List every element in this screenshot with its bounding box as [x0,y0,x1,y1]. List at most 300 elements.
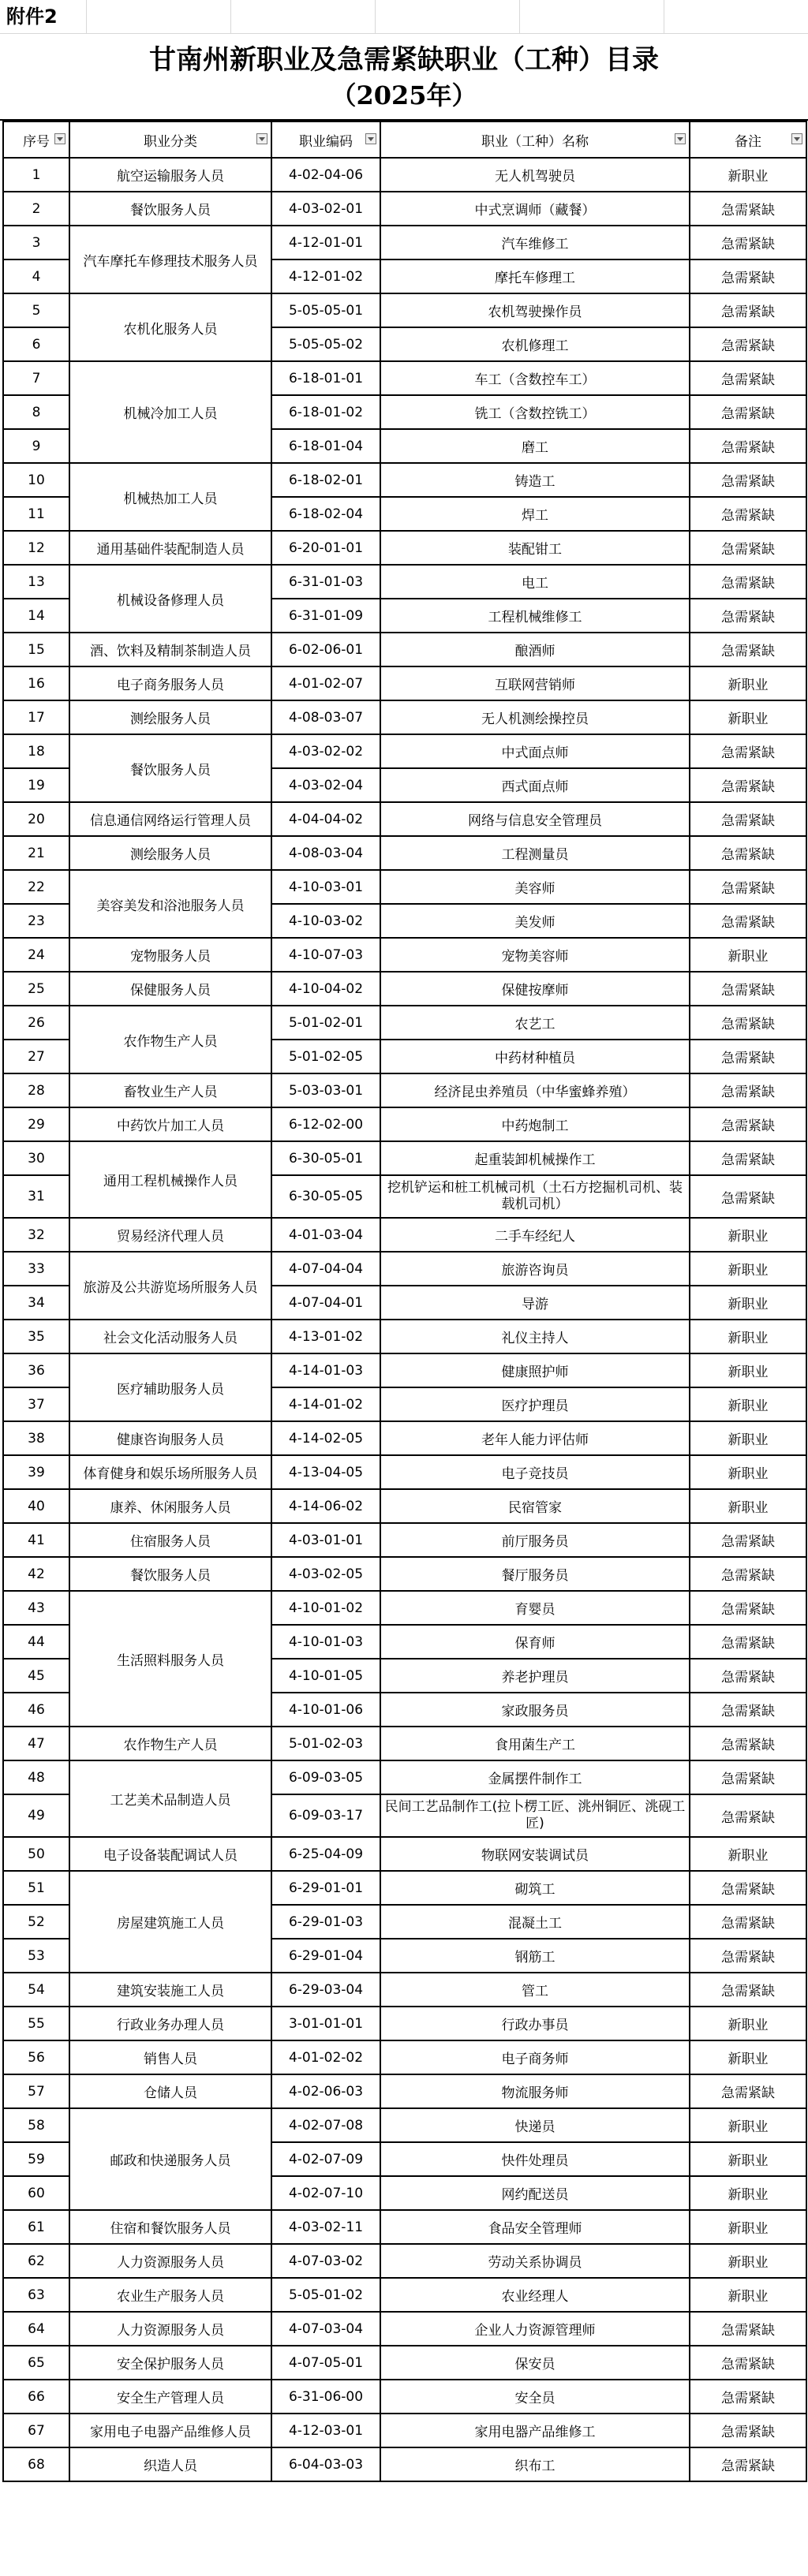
row-number-cell[interactable]: 17 [3,700,69,734]
code-cell[interactable]: 4-03-02-11 [271,2210,380,2244]
row-number-cell[interactable]: 6 [3,327,69,361]
empty-cell[interactable] [520,0,664,33]
category-cell[interactable]: 体育健身和娱乐场所服务人员 [69,1455,271,1489]
code-cell[interactable]: 6-12-02-00 [271,1107,380,1141]
note-cell[interactable]: 新职业 [690,1455,806,1489]
row-number-cell[interactable]: 56 [3,2040,69,2074]
code-cell[interactable]: 4-02-06-03 [271,2074,380,2108]
note-cell[interactable]: 新职业 [690,2040,806,2074]
occupation-name-cell[interactable]: 工程测量员 [380,836,690,870]
code-cell[interactable]: 6-18-01-04 [271,429,380,463]
occupation-name-cell[interactable]: 食用菌生产工 [380,1727,690,1760]
row-number-cell[interactable]: 18 [3,734,69,768]
code-cell[interactable]: 4-08-03-07 [271,700,380,734]
row-number-cell[interactable]: 12 [3,531,69,565]
row-number-cell[interactable]: 5 [3,293,69,327]
code-cell[interactable]: 4-03-02-05 [271,1557,380,1591]
note-cell[interactable]: 急需紧缺 [690,1073,806,1107]
row-number-cell[interactable]: 66 [3,2380,69,2414]
header-name[interactable] [380,121,690,158]
code-cell[interactable]: 4-10-01-02 [271,1591,380,1625]
note-cell[interactable]: 急需紧缺 [690,226,806,259]
note-cell[interactable]: 新职业 [690,666,806,700]
header-code[interactable] [271,121,380,158]
code-cell[interactable]: 4-14-06-02 [271,1489,380,1523]
code-cell[interactable]: 6-31-06-00 [271,2380,380,2414]
row-number-cell[interactable]: 40 [3,1489,69,1523]
category-cell[interactable]: 贸易经济代理人员 [69,1218,271,1252]
note-cell[interactable]: 新职业 [690,158,806,192]
category-cell[interactable]: 医疗辅助服务人员 [69,1353,271,1421]
note-cell[interactable]: 急需紧缺 [690,1591,806,1625]
row-number-cell[interactable]: 42 [3,1557,69,1591]
category-cell[interactable]: 住宿服务人员 [69,1523,271,1557]
code-cell[interactable]: 6-31-01-09 [271,599,380,633]
note-cell[interactable]: 急需紧缺 [690,1727,806,1760]
row-number-cell[interactable]: 46 [3,1693,69,1727]
empty-cell[interactable] [376,0,520,33]
note-cell[interactable]: 急需紧缺 [690,361,806,395]
code-cell[interactable]: 6-18-02-01 [271,463,380,497]
note-cell[interactable]: 急需紧缺 [690,497,806,531]
note-cell[interactable]: 急需紧缺 [690,531,806,565]
row-number-cell[interactable]: 58 [3,2108,69,2142]
code-cell[interactable]: 5-05-05-02 [271,327,380,361]
row-number-cell[interactable]: 22 [3,870,69,904]
occupation-name-cell[interactable]: 网络与信息安全管理员 [380,802,690,836]
occupation-name-cell[interactable]: 二手车经纪人 [380,1218,690,1252]
note-cell[interactable]: 急需紧缺 [690,2380,806,2414]
row-number-cell[interactable]: 45 [3,1659,69,1693]
row-number-cell[interactable]: 28 [3,1073,69,1107]
code-cell[interactable]: 4-02-07-10 [271,2176,380,2210]
row-number-cell[interactable]: 57 [3,2074,69,2108]
row-number-cell[interactable]: 39 [3,1455,69,1489]
note-cell[interactable]: 急需紧缺 [690,836,806,870]
code-cell[interactable]: 6-09-03-17 [271,1794,380,1837]
occupation-name-cell[interactable]: 挖机铲运和桩工机械司机（土石方挖掘机司机、装载机司机） [380,1175,690,1218]
code-cell[interactable]: 4-10-03-01 [271,870,380,904]
occupation-name-cell[interactable]: 电子商务师 [380,2040,690,2074]
row-number-cell[interactable]: 16 [3,666,69,700]
note-cell[interactable]: 新职业 [690,700,806,734]
code-cell[interactable]: 4-03-02-01 [271,192,380,226]
row-number-cell[interactable]: 21 [3,836,69,870]
category-cell[interactable]: 机械设备修理人员 [69,565,271,633]
occupation-name-cell[interactable]: 车工（含数控车工） [380,361,690,395]
code-cell[interactable]: 6-29-01-04 [271,1939,380,1973]
note-cell[interactable]: 新职业 [690,2142,806,2176]
occupation-name-cell[interactable]: 砌筑工 [380,1871,690,1905]
note-cell[interactable]: 急需紧缺 [690,1794,806,1837]
category-cell[interactable]: 测绘服务人员 [69,836,271,870]
occupation-name-cell[interactable]: 无人机测绘操控员 [380,700,690,734]
code-cell[interactable]: 6-30-05-05 [271,1175,380,1218]
note-cell[interactable]: 急需紧缺 [690,972,806,1006]
row-number-cell[interactable]: 54 [3,1973,69,2007]
occupation-name-cell[interactable]: 保育师 [380,1625,690,1659]
note-cell[interactable]: 急需紧缺 [690,904,806,938]
code-cell[interactable]: 6-31-01-03 [271,565,380,599]
category-cell[interactable]: 旅游及公共游览场所服务人员 [69,1252,271,1320]
code-cell[interactable]: 4-01-02-07 [271,666,380,700]
occupation-name-cell[interactable]: 家政服务员 [380,1693,690,1727]
row-number-cell[interactable]: 50 [3,1837,69,1871]
filter-dropdown-icon[interactable] [54,133,65,144]
category-cell[interactable]: 住宿和餐饮服务人员 [69,2210,271,2244]
row-number-cell[interactable]: 51 [3,1871,69,1905]
code-cell[interactable]: 4-10-04-02 [271,972,380,1006]
code-cell[interactable]: 4-07-03-04 [271,2312,380,2346]
note-cell[interactable]: 急需紧缺 [690,1557,806,1591]
code-cell[interactable]: 6-29-01-03 [271,1905,380,1939]
row-number-cell[interactable]: 43 [3,1591,69,1625]
row-number-cell[interactable]: 59 [3,2142,69,2176]
category-cell[interactable]: 汽车摩托车修理技术服务人员 [69,226,271,293]
note-cell[interactable]: 新职业 [690,2210,806,2244]
row-number-cell[interactable]: 55 [3,2007,69,2040]
category-cell[interactable]: 家用电子电器产品维修人员 [69,2414,271,2447]
occupation-name-cell[interactable]: 养老护理员 [380,1659,690,1693]
header-no[interactable] [3,121,69,158]
row-number-cell[interactable]: 38 [3,1421,69,1455]
occupation-name-cell[interactable]: 民间工艺品制作工(拉卜楞工匠、洮州铜匠、洮砚工匠) [380,1794,690,1837]
filter-dropdown-icon[interactable] [791,133,802,144]
row-number-cell[interactable]: 4 [3,259,69,293]
occupation-name-cell[interactable]: 混凝土工 [380,1905,690,1939]
code-cell[interactable]: 5-05-01-02 [271,2278,380,2312]
occupation-name-cell[interactable]: 安全员 [380,2380,690,2414]
occupation-name-cell[interactable]: 中式烹调师（藏餐） [380,192,690,226]
code-cell[interactable]: 4-03-01-01 [271,1523,380,1557]
note-cell[interactable]: 新职业 [690,1218,806,1252]
occupation-name-cell[interactable]: 网约配送员 [380,2176,690,2210]
occupation-name-cell[interactable]: 家用电器产品维修工 [380,2414,690,2447]
row-number-cell[interactable]: 36 [3,1353,69,1387]
code-cell[interactable]: 6-04-03-03 [271,2447,380,2481]
category-cell[interactable]: 通用工程机械操作人员 [69,1141,271,1218]
category-cell[interactable]: 工艺美术品制造人员 [69,1760,271,1837]
row-number-cell[interactable]: 31 [3,1175,69,1218]
row-number-cell[interactable]: 35 [3,1320,69,1353]
category-cell[interactable]: 销售人员 [69,2040,271,2074]
note-cell[interactable]: 急需紧缺 [690,633,806,666]
header-category[interactable] [69,121,271,158]
code-cell[interactable]: 4-14-02-05 [271,1421,380,1455]
code-cell[interactable]: 5-01-02-05 [271,1040,380,1073]
code-cell[interactable]: 4-02-07-08 [271,2108,380,2142]
note-cell[interactable]: 急需紧缺 [690,1905,806,1939]
category-cell[interactable]: 康养、休闲服务人员 [69,1489,271,1523]
category-cell[interactable]: 建筑安装施工人员 [69,1973,271,2007]
note-cell[interactable]: 急需紧缺 [690,1659,806,1693]
category-cell[interactable]: 人力资源服务人员 [69,2244,271,2278]
category-cell[interactable]: 农作物生产人员 [69,1727,271,1760]
code-cell[interactable]: 6-18-02-04 [271,497,380,531]
category-cell[interactable]: 机械热加工人员 [69,463,271,531]
row-number-cell[interactable]: 9 [3,429,69,463]
row-number-cell[interactable]: 60 [3,2176,69,2210]
code-cell[interactable]: 4-13-01-02 [271,1320,380,1353]
note-cell[interactable]: 急需紧缺 [690,429,806,463]
note-cell[interactable]: 急需紧缺 [690,1006,806,1040]
code-cell[interactable]: 4-10-07-03 [271,938,380,972]
occupation-name-cell[interactable]: 快递员 [380,2108,690,2142]
row-number-cell[interactable]: 52 [3,1905,69,1939]
header-note[interactable] [690,121,806,158]
row-number-cell[interactable]: 7 [3,361,69,395]
occupation-name-cell[interactable]: 育婴员 [380,1591,690,1625]
note-cell[interactable]: 急需紧缺 [690,1107,806,1141]
occupation-name-cell[interactable]: 中药材种植员 [380,1040,690,1073]
note-cell[interactable]: 新职业 [690,1387,806,1421]
note-cell[interactable]: 急需紧缺 [690,2312,806,2346]
category-cell[interactable]: 健康咨询服务人员 [69,1421,271,1455]
code-cell[interactable]: 4-13-04-05 [271,1455,380,1489]
category-cell[interactable]: 社会文化活动服务人员 [69,1320,271,1353]
note-cell[interactable]: 新职业 [690,2108,806,2142]
category-cell[interactable]: 航空运输服务人员 [69,158,271,192]
occupation-name-cell[interactable]: 快件处理员 [380,2142,690,2176]
row-number-cell[interactable]: 23 [3,904,69,938]
row-number-cell[interactable]: 47 [3,1727,69,1760]
row-number-cell[interactable]: 41 [3,1523,69,1557]
row-number-cell[interactable]: 68 [3,2447,69,2481]
row-number-cell[interactable]: 8 [3,395,69,429]
occupation-name-cell[interactable]: 管工 [380,1973,690,2007]
occupation-name-cell[interactable]: 健康照护师 [380,1353,690,1387]
row-number-cell[interactable]: 25 [3,972,69,1006]
code-cell[interactable]: 4-07-04-01 [271,1286,380,1320]
occupation-name-cell[interactable]: 农艺工 [380,1006,690,1040]
row-number-cell[interactable]: 64 [3,2312,69,2346]
category-cell[interactable]: 邮政和快递服务人员 [69,2108,271,2210]
code-cell[interactable]: 4-12-01-01 [271,226,380,259]
category-cell[interactable]: 酒、饮料及精制茶制造人员 [69,633,271,666]
category-cell[interactable]: 农作物生产人员 [69,1006,271,1073]
occupation-name-cell[interactable]: 老年人能力评估师 [380,1421,690,1455]
note-cell[interactable]: 急需紧缺 [690,1141,806,1175]
code-cell[interactable]: 4-01-02-02 [271,2040,380,2074]
note-cell[interactable]: 急需紧缺 [690,1693,806,1727]
note-cell[interactable]: 新职业 [690,1252,806,1286]
occupation-name-cell[interactable]: 电工 [380,565,690,599]
row-number-cell[interactable]: 24 [3,938,69,972]
category-cell[interactable]: 电子商务服务人员 [69,666,271,700]
occupation-name-cell[interactable]: 礼仪主持人 [380,1320,690,1353]
category-cell[interactable]: 美容美发和浴池服务人员 [69,870,271,938]
occupation-name-cell[interactable]: 钢筋工 [380,1939,690,1973]
occupation-name-cell[interactable]: 中式面点师 [380,734,690,768]
category-cell[interactable]: 电子设备装配调试人员 [69,1837,271,1871]
row-number-cell[interactable]: 48 [3,1760,69,1794]
code-cell[interactable]: 3-01-01-01 [271,2007,380,2040]
row-number-cell[interactable]: 27 [3,1040,69,1073]
category-cell[interactable]: 安全生产管理人员 [69,2380,271,2414]
occupation-name-cell[interactable]: 行政办事员 [380,2007,690,2040]
occupation-name-cell[interactable]: 导游 [380,1286,690,1320]
code-cell[interactable]: 5-03-03-01 [271,1073,380,1107]
occupation-name-cell[interactable]: 美发师 [380,904,690,938]
occupation-name-cell[interactable]: 经济昆虫养殖员（中华蜜蜂养殖） [380,1073,690,1107]
row-number-cell[interactable]: 44 [3,1625,69,1659]
note-cell[interactable]: 新职业 [690,1286,806,1320]
code-cell[interactable]: 6-18-01-01 [271,361,380,395]
code-cell[interactable]: 4-10-03-02 [271,904,380,938]
filter-dropdown-icon[interactable] [365,133,376,144]
occupation-name-cell[interactable]: 西式面点师 [380,768,690,802]
row-number-cell[interactable]: 62 [3,2244,69,2278]
row-number-cell[interactable]: 61 [3,2210,69,2244]
note-cell[interactable]: 急需紧缺 [690,1040,806,1073]
occupation-name-cell[interactable]: 无人机驾驶员 [380,158,690,192]
category-cell[interactable]: 餐饮服务人员 [69,734,271,802]
note-cell[interactable]: 急需紧缺 [690,1939,806,1973]
code-cell[interactable]: 4-10-01-05 [271,1659,380,1693]
note-cell[interactable]: 急需紧缺 [690,1973,806,2007]
note-cell[interactable]: 急需紧缺 [690,870,806,904]
note-cell[interactable]: 急需紧缺 [690,395,806,429]
code-cell[interactable]: 6-09-03-05 [271,1760,380,1794]
occupation-name-cell[interactable]: 铸造工 [380,463,690,497]
occupation-name-cell[interactable]: 铣工（含数控铣工） [380,395,690,429]
occupation-name-cell[interactable]: 起重装卸机械操作工 [380,1141,690,1175]
category-cell[interactable]: 宠物服务人员 [69,938,271,972]
note-cell[interactable]: 急需紧缺 [690,1175,806,1218]
note-cell[interactable]: 急需紧缺 [690,2346,806,2380]
empty-cell[interactable] [231,0,376,33]
category-cell[interactable]: 测绘服务人员 [69,700,271,734]
occupation-name-cell[interactable]: 民宿管家 [380,1489,690,1523]
code-cell[interactable]: 5-01-02-03 [271,1727,380,1760]
row-number-cell[interactable]: 53 [3,1939,69,1973]
filter-dropdown-icon[interactable] [256,133,267,144]
category-cell[interactable]: 餐饮服务人员 [69,192,271,226]
occupation-name-cell[interactable]: 农机驾驶操作员 [380,293,690,327]
code-cell[interactable]: 4-10-01-03 [271,1625,380,1659]
note-cell[interactable]: 急需紧缺 [690,192,806,226]
occupation-name-cell[interactable]: 前厅服务员 [380,1523,690,1557]
note-cell[interactable]: 新职业 [690,1837,806,1871]
category-cell[interactable]: 生活照料服务人员 [69,1591,271,1727]
code-cell[interactable]: 4-10-01-06 [271,1693,380,1727]
code-cell[interactable]: 4-07-05-01 [271,2346,380,2380]
note-cell[interactable]: 新职业 [690,2244,806,2278]
occupation-name-cell[interactable]: 美容师 [380,870,690,904]
occupation-name-cell[interactable]: 工程机械维修工 [380,599,690,633]
row-number-cell[interactable]: 65 [3,2346,69,2380]
category-cell[interactable]: 仓储人员 [69,2074,271,2108]
occupation-name-cell[interactable]: 餐厅服务员 [380,1557,690,1591]
note-cell[interactable]: 急需紧缺 [690,1760,806,1794]
row-number-cell[interactable]: 14 [3,599,69,633]
category-cell[interactable]: 农业生产服务人员 [69,2278,271,2312]
code-cell[interactable]: 4-12-03-01 [271,2414,380,2447]
occupation-name-cell[interactable]: 医疗护理员 [380,1387,690,1421]
row-number-cell[interactable]: 33 [3,1252,69,1286]
occupation-name-cell[interactable]: 企业人力资源管理师 [380,2312,690,2346]
occupation-name-cell[interactable]: 宠物美容师 [380,938,690,972]
occupation-name-cell[interactable]: 旅游咨询员 [380,1252,690,1286]
code-cell[interactable]: 4-07-03-02 [271,2244,380,2278]
category-cell[interactable]: 通用基础件装配制造人员 [69,531,271,565]
code-cell[interactable]: 4-02-07-09 [271,2142,380,2176]
note-cell[interactable]: 急需紧缺 [690,734,806,768]
note-cell[interactable]: 新职业 [690,1353,806,1387]
occupation-name-cell[interactable]: 焊工 [380,497,690,531]
occupation-name-cell[interactable]: 农业经理人 [380,2278,690,2312]
category-cell[interactable]: 行政业务办理人员 [69,2007,271,2040]
row-number-cell[interactable]: 1 [3,158,69,192]
filter-dropdown-icon[interactable] [675,133,686,144]
occupation-name-cell[interactable]: 农机修理工 [380,327,690,361]
row-number-cell[interactable]: 63 [3,2278,69,2312]
code-cell[interactable]: 6-18-01-02 [271,395,380,429]
empty-cell[interactable] [87,0,231,33]
category-cell[interactable]: 人力资源服务人员 [69,2312,271,2346]
row-number-cell[interactable]: 13 [3,565,69,599]
row-number-cell[interactable]: 20 [3,802,69,836]
row-number-cell[interactable]: 67 [3,2414,69,2447]
code-cell[interactable]: 6-25-04-09 [271,1837,380,1871]
category-cell[interactable]: 机械冷加工人员 [69,361,271,463]
row-number-cell[interactable]: 19 [3,768,69,802]
row-number-cell[interactable]: 2 [3,192,69,226]
category-cell[interactable]: 中药饮片加工人员 [69,1107,271,1141]
code-cell[interactable]: 4-01-03-04 [271,1218,380,1252]
code-cell[interactable]: 4-14-01-03 [271,1353,380,1387]
occupation-name-cell[interactable]: 金属摆件制作工 [380,1760,690,1794]
category-cell[interactable]: 农机化服务人员 [69,293,271,361]
row-number-cell[interactable]: 10 [3,463,69,497]
note-cell[interactable]: 急需紧缺 [690,599,806,633]
category-cell[interactable]: 畜牧业生产人员 [69,1073,271,1107]
occupation-name-cell[interactable]: 中药炮制工 [380,1107,690,1141]
note-cell[interactable]: 新职业 [690,1320,806,1353]
note-cell[interactable]: 急需紧缺 [690,802,806,836]
row-number-cell[interactable]: 15 [3,633,69,666]
note-cell[interactable]: 急需紧缺 [690,293,806,327]
note-cell[interactable]: 新职业 [690,2278,806,2312]
row-number-cell[interactable]: 11 [3,497,69,531]
empty-cell[interactable] [664,0,808,33]
code-cell[interactable]: 4-08-03-04 [271,836,380,870]
occupation-name-cell[interactable]: 装配钳工 [380,531,690,565]
category-cell[interactable]: 房屋建筑施工人员 [69,1871,271,1973]
occupation-name-cell[interactable]: 互联网营销师 [380,666,690,700]
note-cell[interactable]: 急需紧缺 [690,1523,806,1557]
occupation-name-cell[interactable]: 电子竞技员 [380,1455,690,1489]
note-cell[interactable]: 新职业 [690,1421,806,1455]
occupation-name-cell[interactable]: 摩托车修理工 [380,259,690,293]
code-cell[interactable]: 5-05-05-01 [271,293,380,327]
occupation-name-cell[interactable]: 物流服务师 [380,2074,690,2108]
note-cell[interactable]: 新职业 [690,1489,806,1523]
occupation-name-cell[interactable]: 食品安全管理师 [380,2210,690,2244]
row-number-cell[interactable]: 32 [3,1218,69,1252]
note-cell[interactable]: 急需紧缺 [690,463,806,497]
code-cell[interactable]: 4-03-02-02 [271,734,380,768]
note-cell[interactable]: 新职业 [690,2007,806,2040]
code-cell[interactable]: 4-07-04-04 [271,1252,380,1286]
category-cell[interactable]: 保健服务人员 [69,972,271,1006]
note-cell[interactable]: 急需紧缺 [690,1871,806,1905]
code-cell[interactable]: 6-02-06-01 [271,633,380,666]
note-cell[interactable]: 急需紧缺 [690,327,806,361]
occupation-name-cell[interactable]: 劳动关系协调员 [380,2244,690,2278]
occupation-name-cell[interactable]: 保安员 [380,2346,690,2380]
row-number-cell[interactable]: 30 [3,1141,69,1175]
